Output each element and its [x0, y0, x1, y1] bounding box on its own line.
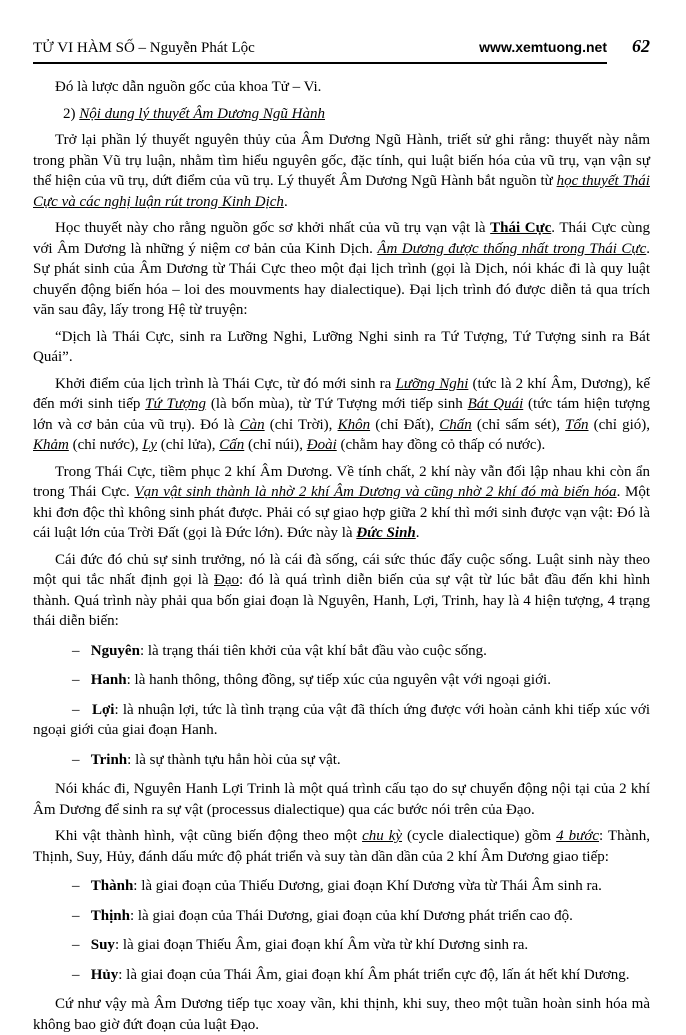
- text-run: Cái đức đó chủ sự sinh trưởng, nó là cái đà sống, cái sức thúc đẩy cuộc sống. Luật sinh này theo một qui tắc nhất định gọi là: [33, 551, 650, 588]
- text-run: Đạo: [214, 572, 240, 588]
- text-run: Thịnh: [90, 907, 130, 924]
- text-run: (chỉ Đất),: [370, 416, 440, 433]
- text-run: (chỉ lửa),: [156, 437, 220, 453]
- text-run: Trong Thái Cực, tiềm phục 2 khí Âm Dương. Về tính chất, 2 khí này vẫn đối lập nhau khi còn ẩn trong Thái Cực.: [33, 463, 650, 500]
- bullet-item: [33, 935, 650, 956]
- text-run: (chỉ nước),: [68, 437, 143, 453]
- text-run: Bát Quái: [467, 396, 524, 412]
- text-run: –: [72, 672, 91, 688]
- text-run: : đó là quá trình diễn biến của sự vật từ lúc bắt đầu đến khi hình thành. Quá trình này phải qua bốn giai đoạn là Nguyên, Hanh, Lợi, Trinh, hay là 4 hiện tượng, 4 trạng thái diễn biến:: [33, 572, 650, 629]
- text-run: (tức là 2 khí Âm, Dương), kế đến mới sinh tiếp: [33, 375, 651, 412]
- bullet-item: [33, 670, 650, 691]
- book-title: TỬ VI HÀM SỐ – Nguyễn Phát Lộc: [33, 40, 255, 56]
- text-run: : là giai đoạn Thiếu Âm, giai đoạn khí Âm vừa từ khí Dương sinh ra.: [114, 937, 529, 953]
- paragraph: [33, 130, 650, 212]
- text-run: . Sự phát sinh của Âm Dương từ Thái Cực theo một đại lịch trình (gọi là Dịch, nói khác đi là quy luật chuyển động biến hóa – loi des mouvments hay dialectique). Đại lịch trình đó được diễn tả qua trích văn sau đây, lấy trong Hệ từ truyện:: [33, 240, 650, 318]
- text-run: Đó là lược dẫn nguồn gốc của khoa Tử – Vi.: [55, 79, 322, 95]
- text-run: Tứ Tượng: [145, 396, 207, 412]
- paragraph: [33, 77, 650, 98]
- text-run: Cứ như vậy mà Âm Dương tiếp tục xoay vần, khi thịnh, khi suy, theo một tuần hoàn sinh hóa mà không bao giờ đứt đoạn của luật Đạo.: [33, 996, 650, 1033]
- text-run: Khi vật thành hình, vật cũng biến động theo một: [55, 828, 363, 844]
- text-run: Lưỡng Nghi: [395, 375, 469, 392]
- text-run: Đoài: [306, 437, 337, 453]
- text-run: Cấn: [219, 437, 245, 453]
- text-run: (chỉ Trời),: [264, 416, 338, 433]
- paragraph: [33, 779, 650, 820]
- paragraph: [33, 826, 650, 867]
- text-run: Tổn: [565, 416, 589, 433]
- text-run: Trinh: [90, 751, 128, 768]
- text-run: (chằm hay đồng cỏ thấp có nước).: [336, 437, 546, 453]
- text-run: Khôn: [337, 416, 371, 433]
- text-run: (cycle dialectique) gồm: [402, 828, 557, 844]
- text-run: (tức tám hiện tượng lớn và cơ bản của vũ trụ). Đó là: [33, 396, 650, 433]
- bullet-item: [33, 965, 650, 986]
- text-run: –: [72, 966, 91, 983]
- paragraph: [33, 218, 650, 321]
- website-link[interactable]: www.xemtuong.net: [479, 39, 607, 55]
- paragraph: [33, 462, 650, 544]
- paragraph: [33, 550, 650, 632]
- text-run: Suy: [90, 937, 115, 953]
- text-run: Đức Sinh: [356, 525, 416, 541]
- bullet-item: [33, 700, 650, 741]
- text-run: –: [72, 907, 91, 924]
- page-number: 62: [632, 36, 650, 56]
- text-run: : là giai đoạn của Thiếu Dương, giai đoạn Khí Dương vừa từ Thái Âm sinh ra.: [133, 878, 602, 894]
- text-run: 2): [63, 105, 80, 122]
- bullet-item: [33, 750, 650, 771]
- document-body: [33, 77, 650, 1035]
- bullet-item: [33, 641, 650, 662]
- text-run: –: [72, 701, 92, 718]
- text-run: . Một khi đơn độc thì không sinh phát được. Phải có sự giao hợp giữa 2 khí thì mới sinh được vạn vật: Đó là cái luật lớn của Trời Đất (gọi là Đức lớn). Đức này là: [33, 484, 650, 541]
- text-run: . Thái Cực cùng với Âm Dương là những ý niệm cơ bản của Kinh Dịch.: [33, 220, 650, 257]
- text-run: (chỉ núi),: [244, 437, 307, 453]
- text-run: Khởi điểm của lịch trình là Thái Cực, từ đó mới sinh ra: [55, 375, 396, 392]
- text-run: Trở lại phần lý thuyết nguyên thủy của Âm Dương Ngũ Hành, triết sử ghi rằng: thuyết này nằm trong phần Vũ trụ luận, nhằm tìm hiểu nguyên gốc, đặc tính, qui luật biến hóa của vũ trụ, vạn vận sự thể hiện của vũ trụ, dứt điểm của vũ trụ. Lý thuyết Âm Dương Ngũ Hành bắt nguồn từ: [33, 132, 650, 189]
- text-run: Chấn: [439, 416, 472, 433]
- text-run: : là trạng thái tiên khởi của vật khí bắt đầu vào cuộc sống.: [139, 642, 487, 659]
- header-left-group: [33, 39, 607, 57]
- text-run: : là nhuận lợi, tức là tình trạng của vật đã thích ứng được với hoàn cảnh khi tiếp xúc với ngoại giới của giai đoạn Hanh.: [33, 701, 651, 738]
- text-run: chu kỳ: [362, 828, 403, 844]
- text-run: Khảm: [33, 437, 69, 453]
- text-run: Lợi: [92, 701, 115, 718]
- text-run: Vạn vật sinh thành là nhờ 2 khí Âm Dương và cũng nhờ 2 khí đó mà biến hóa: [134, 484, 617, 500]
- text-run: Âm Dương được thống nhất trong Thái Cực: [377, 240, 647, 257]
- text-run: (chỉ gió),: [588, 416, 651, 433]
- paragraph: [33, 994, 650, 1035]
- page-header: [33, 36, 650, 57]
- text-run: Nói khác đi, Nguyên Hanh Lợi Trinh là một quá trình cấu tạo do sự chuyển động nội tại của 2 khí Âm Dương để sinh ra sự vật (processus dialectique) qua các bước nói trên của Đạo.: [33, 781, 650, 818]
- text-run: .: [283, 193, 288, 210]
- text-run: Thái Cực: [490, 220, 552, 236]
- text-run: học thuyết Thái Cực và các nghị luận rút trong Kinh Dịch: [33, 173, 650, 210]
- text-run: “Dịch là Thái Cực, sinh ra Lưỡng Nghi, Lưỡng Nghi sinh ra Tứ Tượng, Tứ Tượng sinh ra Bát Quái”.: [33, 328, 650, 365]
- text-run: : Thành, Thịnh, Suy, Hủy, đánh dấu mức độ phát triển và suy tàn dần dần của 2 khí Âm Dương giao tiếp:: [33, 828, 650, 865]
- text-run: Học thuyết này cho rằng nguồn gốc sơ khởi nhất của vũ trụ vạn vật là: [55, 220, 491, 236]
- bullet-item: [33, 876, 650, 897]
- text-run: 4 bước: [556, 828, 600, 844]
- text-run: .: [415, 525, 420, 541]
- text-run: (là bốn mùa), từ Tứ Tượng mới tiếp sinh: [206, 396, 468, 412]
- paragraph: [33, 327, 650, 368]
- text-run: –: [72, 751, 91, 768]
- text-run: : là giai đoạn của Thái Dương, giai đoạn của khí Dương phát triển cao độ.: [129, 907, 573, 924]
- text-run: Hanh: [90, 672, 127, 688]
- text-run: Càn: [239, 416, 265, 433]
- bullet-item: [33, 906, 650, 927]
- text-run: Ly: [142, 437, 157, 453]
- text-run: –: [72, 937, 91, 953]
- text-run: : là sự thành tựu hẳn hòi của sự vật.: [127, 751, 341, 768]
- section-heading: [33, 104, 650, 125]
- text-run: –: [72, 878, 91, 894]
- text-run: –: [72, 642, 91, 659]
- text-run: : là hanh thông, thông đồng, sự tiếp xúc của nguyên vật với ngoại giới.: [126, 672, 551, 688]
- text-run: (chỉ sấm sét),: [471, 416, 566, 433]
- text-run: Nội dung lý thuyết Âm Dương Ngũ Hành: [79, 105, 325, 122]
- text-run: Hủy: [90, 966, 119, 983]
- text-run: Thành: [90, 878, 134, 894]
- text-run: : là giai đoạn của Thái Âm, giai đoạn khí Âm phát triển cực độ, lấn át hết khí Dương.: [118, 966, 630, 983]
- header-divider: [33, 62, 607, 64]
- paragraph: [33, 374, 650, 456]
- text-run: Nguyên: [90, 642, 140, 659]
